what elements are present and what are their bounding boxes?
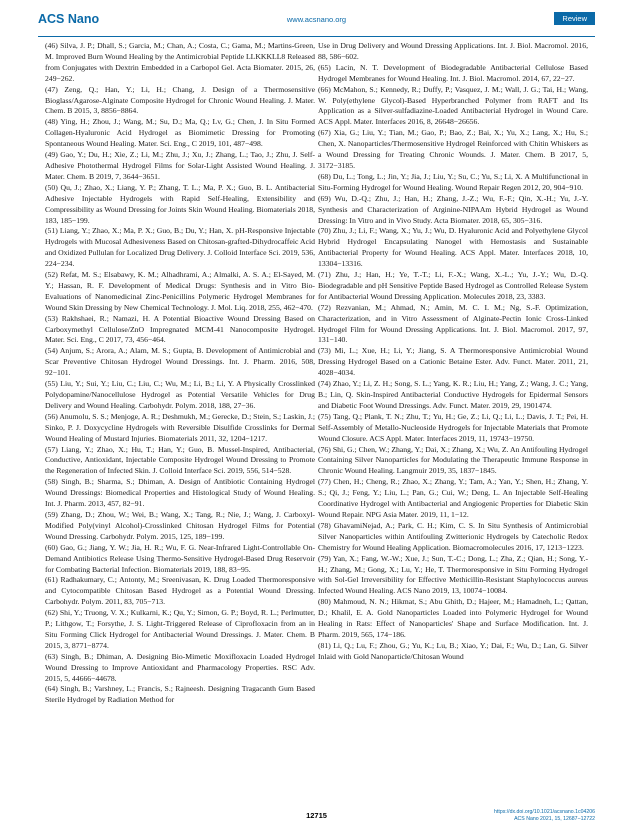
reference-entry: (51) Liang, Y.; Zhao, X.; Ma, P. X.; Guo, B.; Du, Y.; Han, X. pH-Responsive Injectable Hydrogels with Mucosal Adhesiveness Based on Chitosan-grafted-Dihydrocaffeic Acid and Oxidized Pullulan for Localized Drug Delivery. J. Colloid Interface Sci. 2019, 536, 224−234. — [45, 226, 315, 269]
reference-entry: (69) Wu, D.-Q.; Zhu, J.; Han, H.; Zhang, J.-Z.; Wu, F.-F.; Qin, X.-H.; Yu, J.-Y. Synthesis and Characterization of Arginine-NIPAAm Hybrid Hydrogel as Wound Dressing: In Vitro and in Vivo Study. Acta Biomater. 2018, 65, 305−316. — [318, 193, 588, 225]
reference-entry: (79) Yan, X.; Fang, W.-W.; Xue, J.; Sun, T.-C.; Dong, L.; Zha, Z.; Qian, H.; Song, Y.-H.; Zhang, M.; Gong, X.; Lu, Y.; He, T. Thermoresponsive in Situ Forming Hydrogel with Sol-Gel Irreversibility for Effective Methicillin-Resistant Staphylococcus aureus Infected Wound Healing. ACS Nano 2019, 13, 10074−10084. — [318, 553, 588, 596]
reference-entry: (47) Zeng, Q.; Han, Y.; Li, H.; Chang, J. Design of a Thermosensitive Bioglass/Agarose-Alginate Composite Hydrogel for Chronic Wound Healing. J. Mater. Chem. B 2015, 3, 8856−8864. — [45, 84, 315, 116]
journal-website-link[interactable]: www.acsnano.org — [286, 15, 347, 24]
reference-entry: (48) Ying, H.; Zhou, J.; Wang, M.; Su, D.; Ma, Q.; Lv, G.; Chen, J. In Situ Formed Collagen-Hyaluronic Acid Hydrogel as Biomimetic Dressing for Promoting Spontaneous Wound Healing. Mater. Sci. Eng., C 2019, 101, 487−498. — [45, 117, 315, 149]
reference-entry: Use in Drug Delivery and Wound Dressing Applications. Int. J. Biol. Macromol. 2016, 88, 586−602. — [318, 41, 588, 61]
reference-entry: (62) Shi, Y.; Truong, V. X.; Kulkarni, K.; Qu, Y.; Simon, G. P.; Boyd, R. L.; Perlmutter, P.; Lithgow, T.; Forsythe, J. S. Light-Triggered Release of Ciprofloxacin from an in Situ Forming Click Hydrogel for Antibacterial Wound Dressings. J. Mater. Chem. B 2015, 3, 8771−8774. — [45, 608, 315, 650]
page-header — [38, 10, 595, 32]
reference-entry: (61) Radhakumary, C.; Antonty, M.; Sreenivasan, K. Drug Loaded Thermoresponsive and Cytocompatible Chitosan Based Hydrogel as a Potential Wound Dressing. Carbohydr. Polym. 2011, 83, 705−713. — [45, 575, 315, 607]
journal-citation: ACS Nano 2021, 15, 12687−12722 — [514, 816, 595, 822]
references-column-right — [318, 41, 588, 663]
reference-entry: (77) Chen, H.; Cheng, R.; Zhao, X.; Zhang, Y.; Tam, A.; Yan, Y.; Shen, H.; Zhang, Y. S.; Qi, J.; Feng, Y.; Liu, L.; Pan, G.; Cui, W.; Deng, L. An Injectable Self-Healing Coordinative Hydrogel with Antibacterial and Angiogenic Properties for Diabetic Skin Wound Repair. NPG Asia Mater. 2019, 11, 1−12. — [318, 477, 588, 519]
reference-entry: (68) Du, L.; Tong, L.; Jin, Y.; Jia, J.; Liu, Y.; Su, C.; Yu, S.; Li, X. A Multifunctional in Situ-Forming Hydrogel for Wound Healing. Wound Repair Regen 2012, 20, 904−910. — [318, 171, 588, 192]
reference-entry: (73) Mi, L.; Xue, H.; Li, Y.; Jiang, S. A Thermoresponsive Antimicrobial Wound Dressing Hydrogel Based on a Cationic Betaine Ester. Adv. Funct. Mater. 2011, 21, 4028−4034. — [318, 346, 588, 378]
reference-entry: (70) Zhu, J.; Li, F.; Wang, X.; Yu, J.; Wu, D. Hyaluronic Acid and Polyethylene Glycol Hybrid Hydrogel Encapsulating Nanogel with Hemostasis and Sustainable Antibacterial Property for Wound Healing. ACS Appl. Mater. Interfaces 2018, 10, 13304−13316. — [318, 226, 588, 269]
reference-entry: (49) Gao, Y.; Du, H.; Xie, Z.; Li, M.; Zhu, J.; Xu, J.; Zhang, L.; Tao, J.; Zhu, J. Self-Adhesive Photothermal Hydrogel Films for Solar-Light Assisted Wound Healing. J. Mater. Chem. B 2019, 7, 3644−3651. — [45, 150, 315, 181]
reference-entry: (63) Singh, B.; Dhiman, A. Designing Bio-Mimetic Moxifloxacin Loaded Hydrogel Wound Dressing to Improve Antioxidant and Pharmacology Properties. RSC Adv. 2015, 5, 44666−44678. — [45, 651, 315, 683]
page-number: 12715 — [306, 811, 327, 820]
article-type-badge: Review — [554, 12, 595, 25]
reference-entry: (60) Gao, G.; Jiang, Y. W.; Jia, H. R.; Wu, F. G. Near-Infrared Light-Controllable On-Demand Antibiotics Release Using Thermo-Sensitive Hydrogel-Based Drug Reservoir for Combating Bacterial Infection. Biomaterials 2019, 188, 83−95. — [45, 542, 315, 574]
reference-entry: (74) Zhao, Y.; Li, Z. H.; Song, S. L.; Yang, K. R.; Liu, H.; Yang, Z.; Wang, J. C.; Yang, B.; Lin, Q. Skin-Inspired Antibacterial Conductive Hydrogels for Epidermal Sensors and Diabetic Foot Wound Dressings. Adv. Funct. Mater. 2019, 29, 1901474. — [318, 379, 588, 410]
reference-entry: (72) Rezvanian, M.; Ahmad, N.; Amin, M. C. I. M.; Ng, S.-F. Optimization, Characterization, and in Vitro Assessment of Alginate-Pectin Ionic Cross-Linked Hydrogel Film for Wound Dressing Applications. Int. J. Biol. Macromol. 2017, 97, 131−140. — [318, 302, 588, 345]
journal-name: ACS Nano — [38, 12, 100, 26]
reference-entry: (78) GhavamiNejad, A.; Park, C. H.; Kim, C. S. In Situ Synthesis of Antimicrobial Silver Nanoparticles within Antifouling Zwitterionic Hydrogels by Catecholic Redox Chemistry for Wound Healing Application. Biomacromolecules 2016, 17, 1213−1223. — [318, 520, 588, 552]
reference-entry: (81) Li, Q.; Lu, F.; Zhou, G.; Yu, K.; Lu, B.; Xiao, Y.; Dai, F.; Wu, D.; Lan, G. Silver Inlaid with Gold Nanoparticle/Chitosan Wound — [318, 640, 588, 661]
reference-entry: (67) Xia, G.; Liu, Y.; Tian, M.; Gao, P.; Bao, Z.; Bai, X.; Yu, X.; Lang, X.; Hu, S.; Chen, X. Nanoparticles/Thermosensitive Hydrogel Reinforced with Chitin Whiskers as a Wound Dressing for Treating Chronic Wounds. J. Mater. Chem. B 2017, 5, 3172−3185. — [318, 128, 588, 170]
reference-entry: (71) Zhu, J.; Han, H.; Ye, T.-T.; Li, F.-X.; Wang, X.-L.; Yu, J.-Y.; Wu, D.-Q. Biodegradable and pH Sensitive Peptide Based Hydrogel as Controlled Release System for Antibacterial Wound Dressing Application. Molecules 2018, 23, 3383. — [318, 270, 588, 301]
reference-entry: (65) Lacin, N. T. Development of Biodegradable Antibacterial Cellulose Based Hydrogel Membranes for Wound Healing. Int. J. Biol. Macromol. 2014, 67, 22−27. — [318, 62, 588, 83]
reference-entry: (46) Silva, J. P.; Dhall, S.; Garcia, M.; Chan, A.; Costa, C.; Gama, M.; Martins-Green, M. Improved Burn Wound Healing by the Antimicrobial Peptide LLKKKLL8 Released from Conjugates with Dextrin Embedded in a Carbopol Gel. Acta Biomater. 2015, 26, 249−262. — [45, 41, 315, 83]
doi-link[interactable]: https://dx.doi.org/10.1021/acsnano.1c04206 — [494, 809, 595, 815]
references-column-left — [45, 41, 315, 706]
reference-entry: (57) Liang, Y.; Zhao, X.; Hu, T.; Han, Y.; Guo, B. Mussel-Inspired, Antibacterial, Conductive, Antioxidant, Injectable Composite Hydrogel Wound Dressing to Promote the Regeneration of Infected Skin. J. Colloid Interface Sci. 2019, 556, 514−528. — [45, 444, 315, 476]
reference-entry: (80) Mahmoud, N. N.; Hikmat, S.; Abu Ghith, D.; Hajeer, M.; Hamadneh, L.; Qattan, D.; Khalil, E. A. Gold Nanoparticles Loaded into Polymeric Hydrogel for Wound Healing in Rats: Effect of Nanoparticles' Shape and Surface Modification. Int. J. Pharm. 2019, 565, 174−186. — [318, 597, 588, 639]
reference-entry: (50) Qu, J.; Zhao, X.; Liang, Y. P.; Zhang, T. L.; Ma, P. X.; Guo, B. L. Antibacterial Adhesive Injectable Hydrogels with Rapid Self-Healing, Extensibility and Compressibility as Wound Dressing for Joints Skin Wound Healing. Biomaterials 2018, 183, 185−199. — [45, 182, 315, 225]
reference-entry: (75) Tang, Q.; Plank, T. N.; Zhu, T.; Yu, H.; Ge, Z.; Li, Q.; Li, L.; Davis, J. T.; Pei, H. Self-Assembly of Metallo-Nucleoside Hydrogels for Injectable Materials that Promote Wound Closure. ACS Appl. Mater. Interfaces 2019, 11, 19743−19750. — [318, 411, 588, 443]
reference-entry: (64) Singh, B.; Varshney, L.; Francis, S.; Rajneesh. Designing Tragacanth Gum Based Sterile Hydrogel by Radiation Method for — [45, 684, 315, 705]
reference-entry: (56) Anumolu, S. S.; Menjoge, A. R.; Deshmukh, M.; Gerecke, D.; Stein, S.; Laskin, J.; Sinko, P. J. Doxycycline Hydrogels with Reversible Disulfide Crosslinks for Dermal Wound Healing of Mustard Injuries. Biomaterials 2011, 32, 1204−1217. — [45, 411, 315, 443]
reference-entry: (58) Singh, B.; Sharma, S.; Dhiman, A. Design of Antibiotic Containing Hydrogel Wound Dressings: Biomedical Properties and Histological Study of Wound Healing. Int. J. Pharm. 2013, 457, 82−91. — [45, 477, 315, 509]
reference-entry: (76) Shi, G.; Chen, W.; Zhang, Y.; Dai, X.; Zhang, X.; Wu, Z. An Antifouling Hydrogel Containing Silver Nanoparticles for Modulating the Therapeutic Immune Response in Chronic Wound Healing. Langmuir 2019, 35, 1837−1845. — [318, 444, 588, 476]
footer-citation — [494, 809, 595, 823]
reference-entry: (52) Refat, M. S.; Elsabawy, K. M.; Alhadhrami, A.; Almalki, A. S. A.; El-Sayed, M. Y.; Hassan, R. F. Development of Medical Drugs: Synthesis and in Vitro Bio-Evaluations of Nanomedicinal Zinc-Penicillins Polymeric Hydrogel Membranes for Wound Skin Dressing by New Chemical Technology. J. Mol. Liq. 2018, 255, 462−470. — [45, 270, 315, 312]
reference-entry: (59) Zhang, D.; Zhou, W.; Wei, B.; Wang, X.; Tang, R.; Nie, J.; Wang, J. Carboxyl-Modified Poly(vinyl Alcohol)-Crosslinked Chitosan Hydrogel Films for Potential Wound Dressing. Carbohydr. Polym. 2015, 125, 189−199. — [45, 509, 315, 541]
reference-entry: (53) Rakhshaei, R.; Namazi, H. A Potential Bioactive Wound Dressing Based on Carboxymethyl Cellulose/ZnO Impregnated MCM-41 Nanocomposite Hydrogel. Mater. Sci. Eng., C 2017, 73, 456−464. — [45, 313, 315, 345]
reference-entry: (55) Liu, Y.; Sui, Y.; Liu, C.; Liu, C.; Wu, M.; Li, B.; Li, Y. A Physically Crosslinked Polydopamine/Nanocellulose Hydrogel as Potential Versatile Vehicles for Drug Delivery and Wound Healing. Carbohydr. Polym. 2018, 188, 27−36. — [45, 379, 315, 410]
header-divider — [38, 36, 595, 37]
reference-entry: (54) Anjum, S.; Arora, A.; Alam, M. S.; Gupta, B. Development of Antimicrobial and Scar Preventive Chitosan Hydrogel Wound Dressings. Int. J. Pharm. 2016, 508, 92−101. — [45, 346, 315, 378]
reference-entry: (66) McMahon, S.; Kennedy, R.; Duffy, P.; Vasquez, J. M.; Wall, J. G.; Tai, H.; Wang, W. Poly(ethylene Glycol)-Based Hyperbranched Polymer from RAFT and Its Application as a Silver-sulfadiazine-Loaded Antibacterial Hydrogel in Wound Care. ACS Appl. Mater. Interfaces 2016, 8, 26648−26656. — [318, 84, 588, 127]
